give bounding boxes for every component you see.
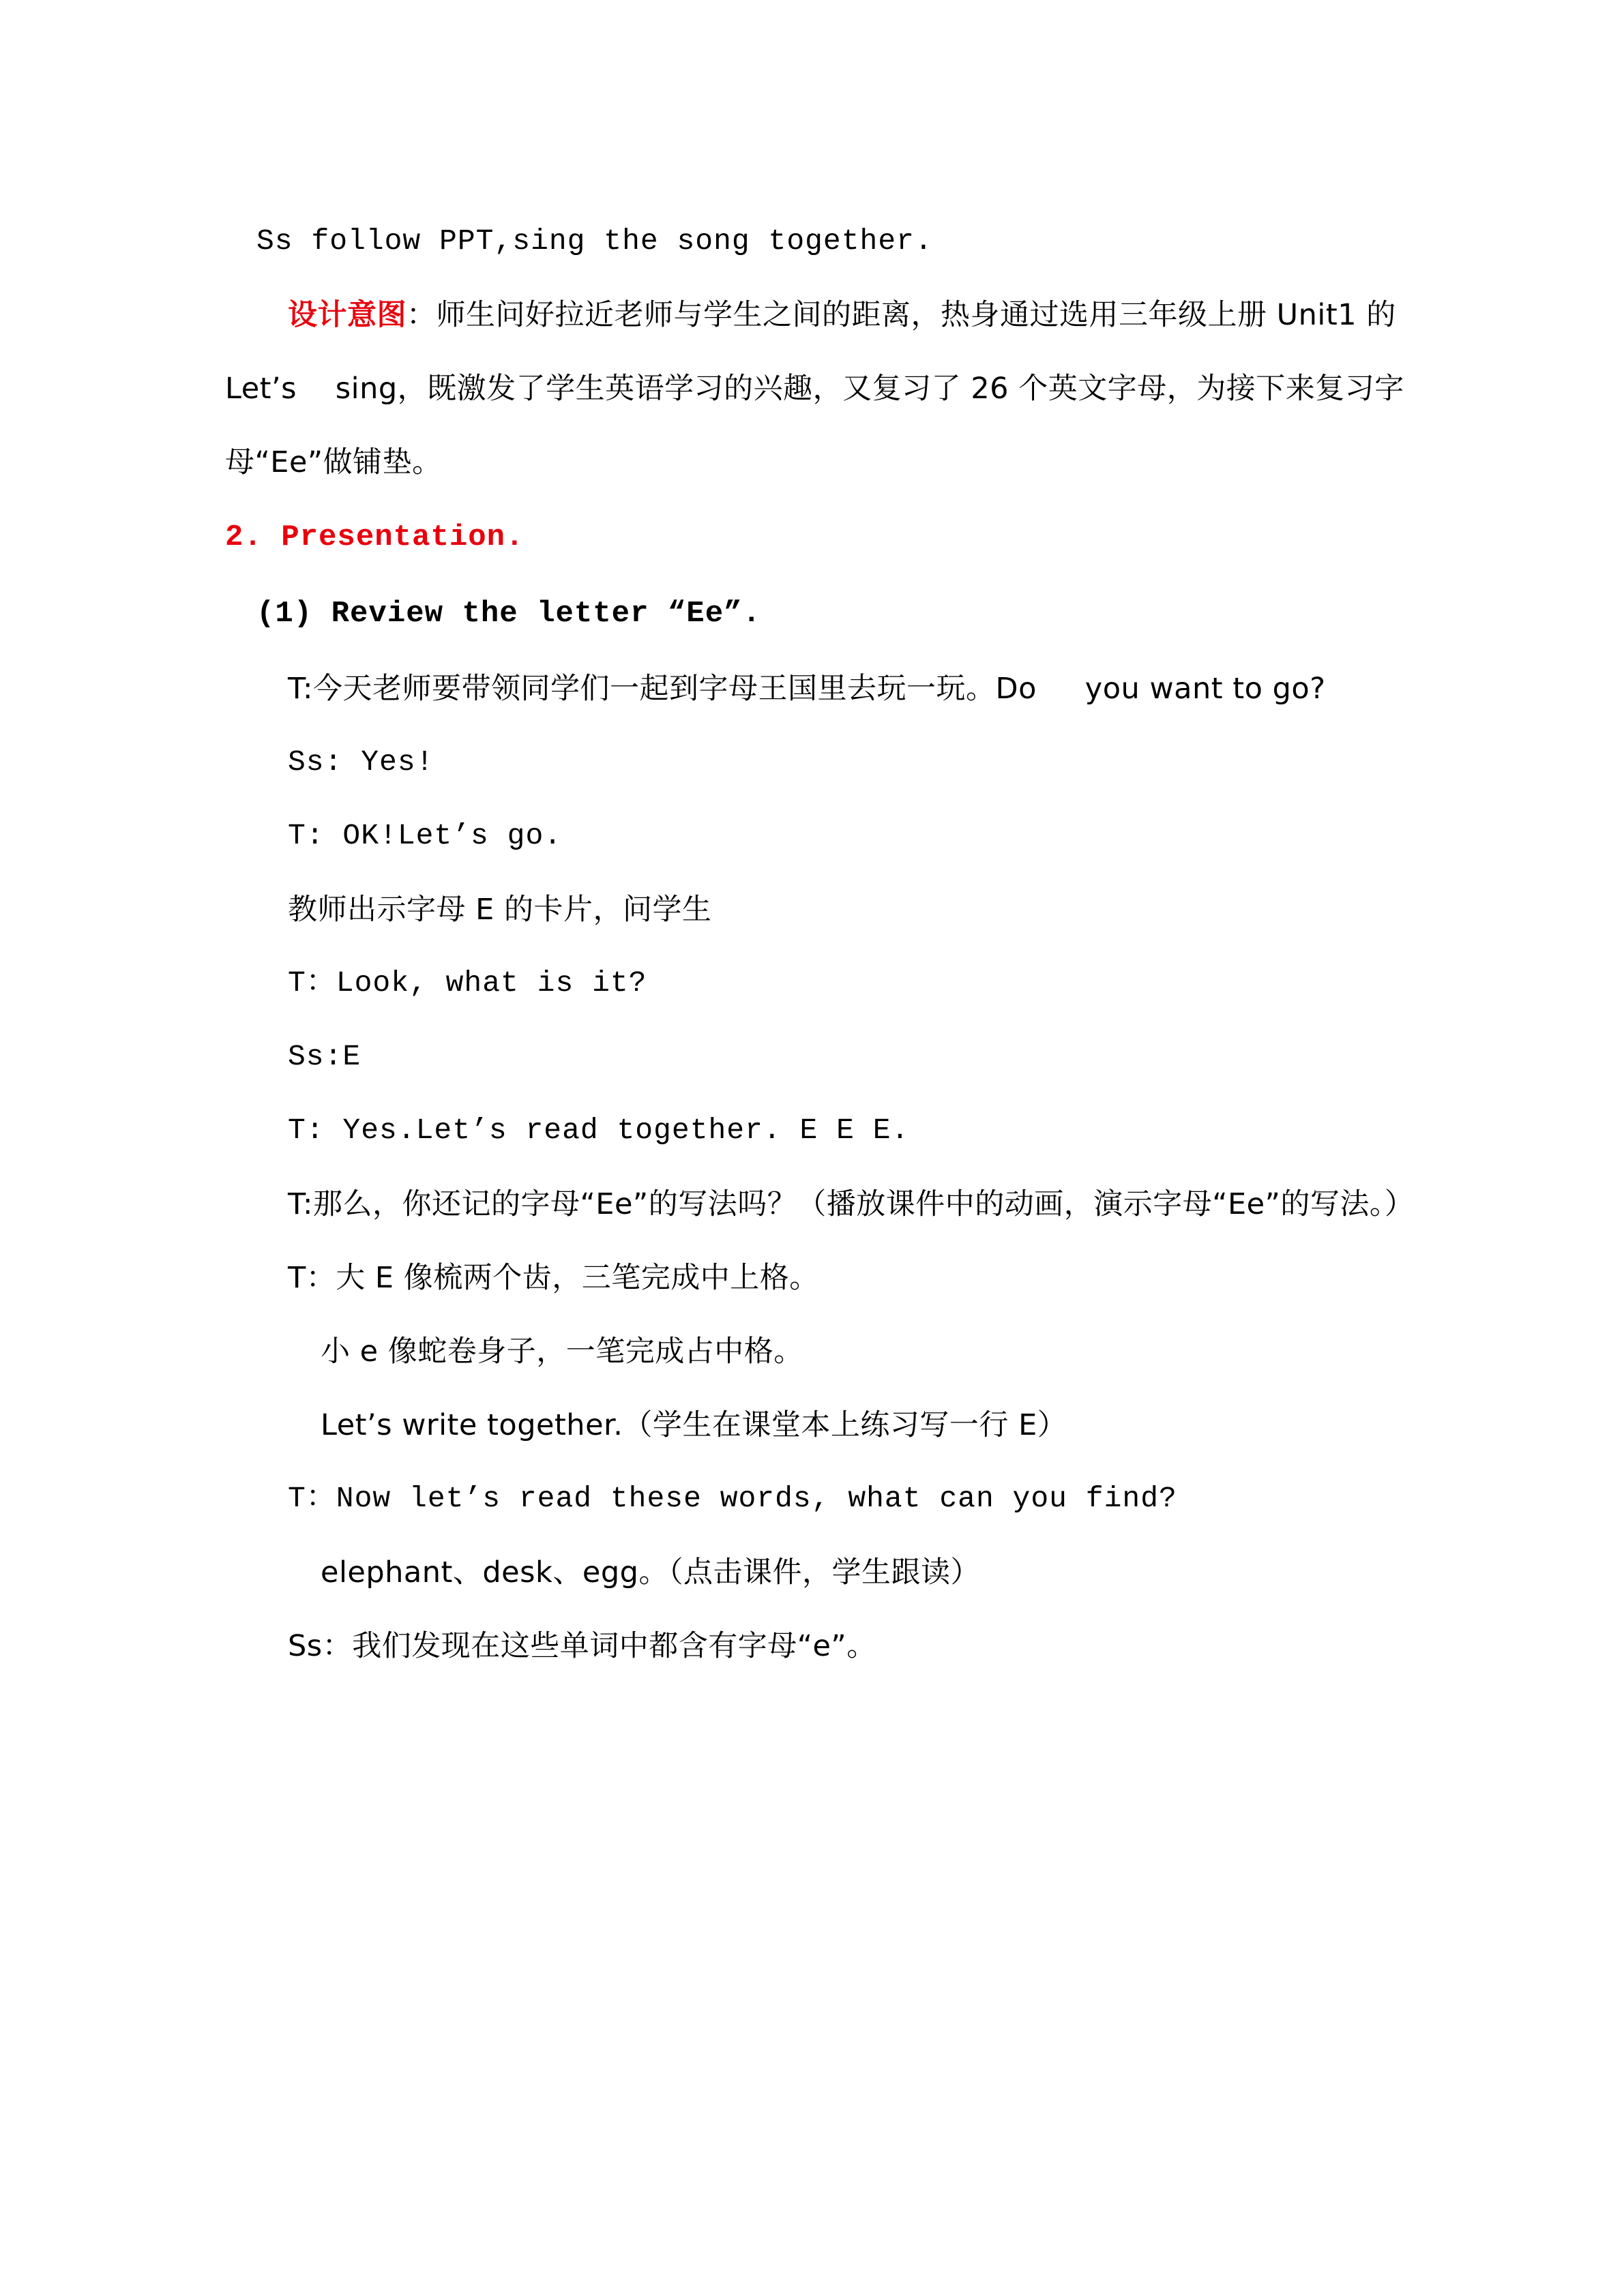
- paragraph-t-remember-writing: T:那么，你还记的字母“Ee”的写法吗？（播放课件中的动画，演示字母“Ee”的写法。）: [288, 1187, 1415, 1221]
- heading-presentation: 2. Presentation.: [225, 520, 525, 554]
- paragraph-words-list: elephant、desk、egg。（点击课件，学生跟读）: [321, 1555, 980, 1590]
- paragraph-lets-write-together: Let’s write together.（学生在课堂本上练习写一行 E）: [321, 1408, 1067, 1442]
- paragraph-t-big-e: T：大 E 像梳两个齿，三笔完成中上格。: [288, 1261, 819, 1295]
- paragraph-t-today: T:今天老师要带领同学们一起到字母王国里去玩一玩。Do you want to go?: [288, 672, 1326, 706]
- paragraph-ss-e: Ss:E: [288, 1040, 361, 1073]
- paragraph-ss-follow-ppt: Ss follow PPT,sing the song together.: [256, 224, 933, 258]
- paragraph-t-now-lets-read-words: T：Now let’s read these words, what can you find?: [288, 1482, 1177, 1515]
- paragraph-ss-yes: Ss: Yes!: [288, 745, 434, 779]
- subheading-review-letter: (1) Review the letter “Ee”.: [256, 597, 761, 631]
- paragraph-t-ok-lets-go: T: OK!Let’s go.: [288, 819, 563, 852]
- paragraph-t-small-e: 小 e 像蛇卷身子，一笔完成占中格。: [321, 1335, 803, 1369]
- design-intent-label: 设计意图: [288, 298, 407, 332]
- paragraph-teacher-show-card: 教师出示字母 E 的卡片，问学生: [288, 893, 712, 927]
- paragraph-t-look-what-is-it: T：Look, what is it?: [288, 966, 647, 1000]
- paragraph-t-yes-lets-read: T: Yes.Let’s read together. E E E.: [288, 1114, 910, 1147]
- paragraph-design-intent: [225, 278, 1426, 499]
- document-body: [225, 205, 1426, 1683]
- paragraph-ss-found: Ss：我们发现在这些单词中都含有字母“e”。: [288, 1629, 876, 1663]
- design-intent-text: ：师生问好拉近老师与学生之间的距离，热身通过选用三年级上册 Unit1 的 Let’s sing，既激发了学生英语学习的兴趣，又复习了 26 个英文字母，为接下来复习字母“Ee”做铺垫。: [225, 298, 1406, 479]
